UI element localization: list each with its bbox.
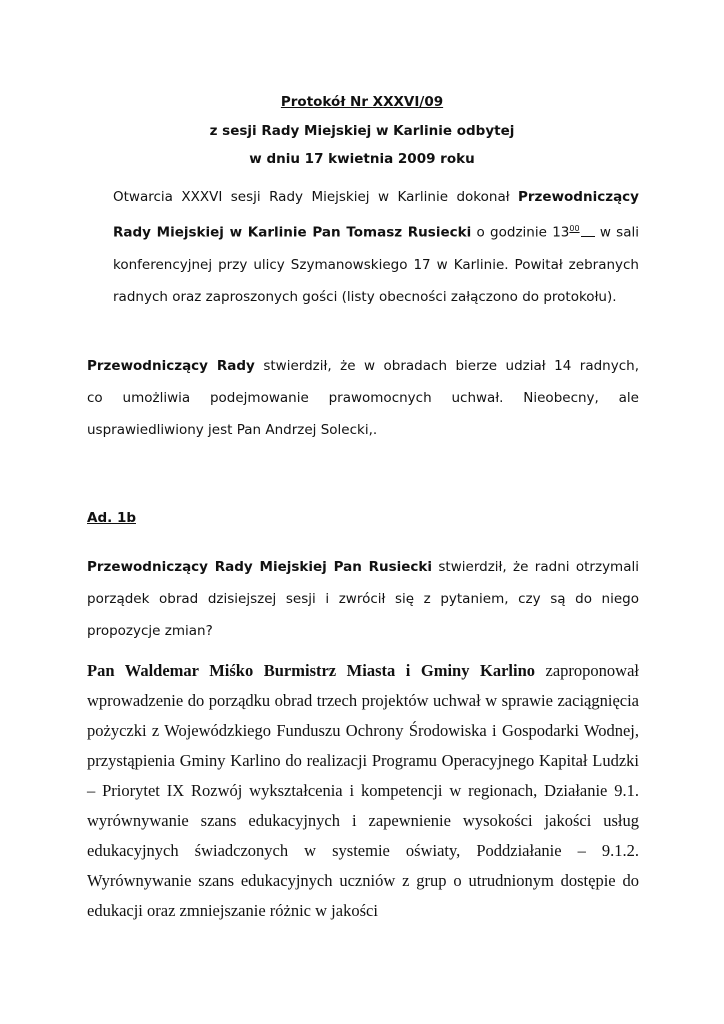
proposal-paragraph	[87, 656, 639, 926]
session-subtitle: z sesji Rady Miejskiej w Karlinie odbytej	[209, 123, 515, 139]
opening-chairman: Przewodniczący Rady Miejskiej w Karlinie Pan Tomasz Rusiecki	[113, 189, 639, 241]
opening-text-a: Otwarcia XXXVI sesji Rady Miejskiej w Karlinie dokonał	[113, 189, 518, 205]
quorum-text: stwierdził, że w obradach bierze udział 14 radnych, co umożliwia podejmowanie prawomocnych uchwał. Nieobecny, ale usprawiedliwiony jest Pan Andrzej Solecki,.	[87, 358, 670, 438]
protocol-title: Protokół Nr XXXVI/09	[280, 94, 444, 110]
opening-text-c: w sali konferencyjnej przy ulicy Szymanowskiego 17 w Karlinie. Powitał zebranych radnych oraz zaproszonych gości (listy obecności załączono do protokołu).	[113, 224, 639, 305]
agenda-chairman: Przewodniczący Rady Miejskiej Pan Rusiecki	[87, 559, 433, 575]
section-heading: Ad. 1b	[87, 510, 136, 526]
quorum-paragraph	[87, 350, 670, 446]
agenda-paragraph	[87, 551, 639, 647]
session-date: w dniu 17 kwietnia 2009 roku	[249, 151, 475, 167]
opening-text-b: o godzinie 13	[471, 224, 570, 241]
proposal-mayor: Pan Waldemar Miśko Burmistrz Miasta i Gminy Karlino	[87, 661, 535, 680]
agenda-text: stwierdził, że radni otrzymali porządek obrad dzisiejszej sesji i zwrócił się z pytaniem, czy są do niego propozycje zmian?	[87, 559, 639, 639]
opening-paragraph	[113, 181, 639, 313]
opening-time-minutes: 00	[569, 224, 580, 233]
quorum-chairman: Przewodniczący Rady	[87, 358, 255, 374]
proposal-text: zaproponował wprowadzenie do porządku obrad trzech projektów uchwał w sprawie zaciągnięcia pożyczki z Wojewódzkiego Funduszu Ochrony Środowiska i Gospodarki Wodnej, przystąpienia Gminy Karlino do realizacji Programu Operacyjnego Kapitał Ludzki – Priorytet IX Rozwój wykształcenia i kompetencji w regionach, Działanie 9.1. wyrównywanie szans edukacyjnych i zapewnienie wysokości jakości usług edukacyjnych świadczonych w systemie oświaty, Poddziałanie – 9.1.2. Wyrównywanie szans edukacyjnych uczniów z grup o utrudnionym dostępie do edukacji oraz zmniejszanie różnic w jakości	[87, 661, 639, 920]
time-underline	[581, 236, 595, 237]
